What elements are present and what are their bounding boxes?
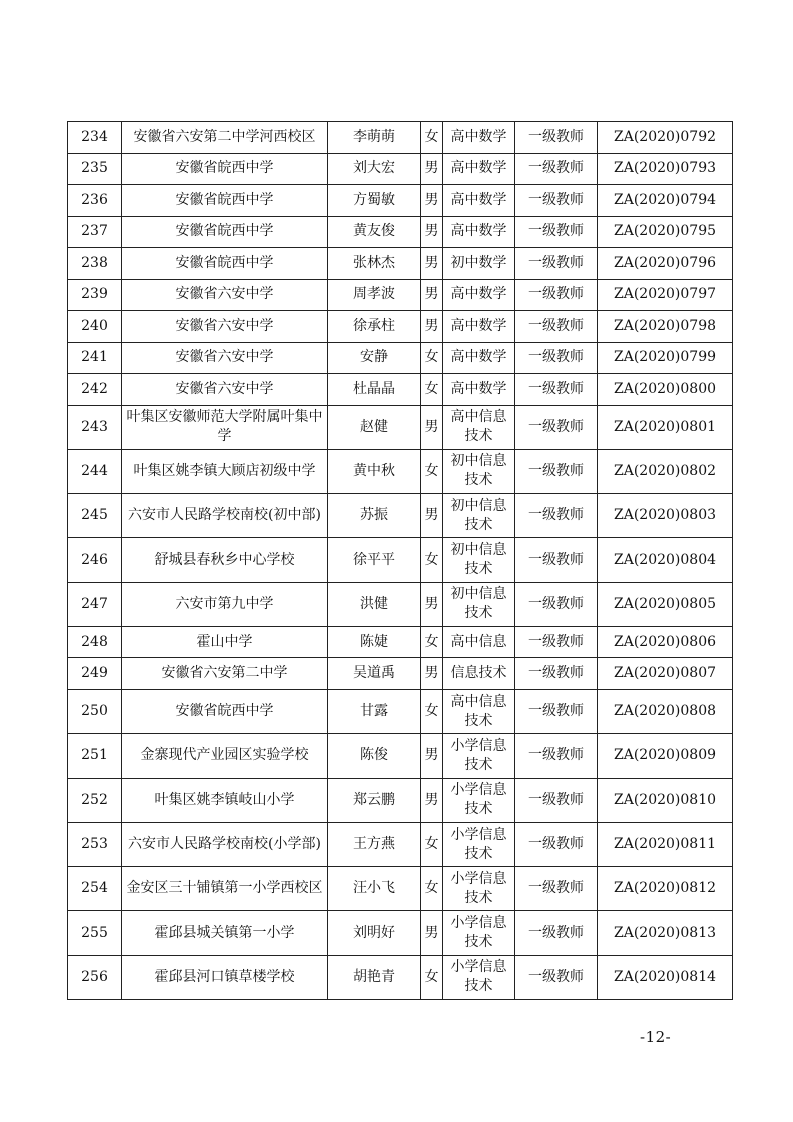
table-row (68, 494, 733, 538)
gender-cell: 女 (421, 867, 443, 911)
school-cell: 六安市人民路学校南校(初中部) (122, 494, 328, 538)
teacher-name-cell: 方蜀敏 (328, 185, 421, 217)
school-cell: 霍邱县河口镇草楼学校 (122, 955, 328, 999)
table-row (68, 405, 733, 449)
rank-title-cell: 一级教师 (515, 216, 598, 248)
rank-title-cell: 一级教师 (515, 122, 598, 154)
table-row (68, 153, 733, 185)
row-number-cell: 256 (68, 955, 122, 999)
subject-cell: 初中数学 (443, 248, 515, 280)
teacher-name-cell: 洪健 (328, 582, 421, 626)
subject-cell: 高中数学 (443, 122, 515, 154)
certificate-number-cell: ZA(2020)0792 (598, 122, 733, 154)
row-number-cell: 238 (68, 248, 122, 280)
row-number-cell: 243 (68, 405, 122, 449)
row-number-cell: 248 (68, 626, 122, 658)
school-cell: 安徽省六安中学 (122, 279, 328, 311)
teacher-name-cell: 安静 (328, 342, 421, 374)
table-row (68, 582, 733, 626)
subject-cell: 高中数学 (443, 311, 515, 343)
certificate-number-cell: ZA(2020)0793 (598, 153, 733, 185)
gender-cell: 女 (421, 626, 443, 658)
rank-title-cell: 一级教师 (515, 311, 598, 343)
gender-cell: 男 (421, 216, 443, 248)
rank-title-cell: 一级教师 (515, 911, 598, 955)
row-number-cell: 239 (68, 279, 122, 311)
subject-cell: 小学信息技术 (443, 867, 515, 911)
row-number-cell: 240 (68, 311, 122, 343)
teacher-name-cell: 徐平平 (328, 538, 421, 582)
row-number-cell: 245 (68, 494, 122, 538)
gender-cell: 男 (421, 582, 443, 626)
subject-cell: 小学信息技术 (443, 734, 515, 778)
teacher-name-cell: 李萌萌 (328, 122, 421, 154)
certificate-number-cell: ZA(2020)0809 (598, 734, 733, 778)
row-number-cell: 247 (68, 582, 122, 626)
certificate-number-cell: ZA(2020)0808 (598, 689, 733, 733)
gender-cell: 男 (421, 153, 443, 185)
school-cell: 安徽省六安中学 (122, 311, 328, 343)
teacher-name-cell: 徐承柱 (328, 311, 421, 343)
rank-title-cell: 一级教师 (515, 494, 598, 538)
school-cell: 六安市人民路学校南校(小学部) (122, 822, 328, 866)
teacher-name-cell: 黄友俊 (328, 216, 421, 248)
teacher-name-cell: 陈俊 (328, 734, 421, 778)
row-number-cell: 252 (68, 778, 122, 822)
teacher-name-cell: 郑云鹏 (328, 778, 421, 822)
certificate-number-cell: ZA(2020)0807 (598, 658, 733, 690)
teacher-name-cell: 吴道禹 (328, 658, 421, 690)
certificate-number-cell: ZA(2020)0795 (598, 216, 733, 248)
subject-cell: 初中信息技术 (443, 449, 515, 493)
table-row (68, 185, 733, 217)
rank-title-cell: 一级教师 (515, 778, 598, 822)
certificate-number-cell: ZA(2020)0800 (598, 374, 733, 406)
certificate-number-cell: ZA(2020)0814 (598, 955, 733, 999)
gender-cell: 男 (421, 778, 443, 822)
school-cell: 金寨现代产业园区实验学校 (122, 734, 328, 778)
certificate-number-cell: ZA(2020)0799 (598, 342, 733, 374)
subject-cell: 小学信息技术 (443, 778, 515, 822)
subject-cell: 高中数学 (443, 279, 515, 311)
subject-cell: 初中信息技术 (443, 582, 515, 626)
table-row (68, 734, 733, 778)
table-row (68, 658, 733, 690)
school-cell: 安徽省皖西中学 (122, 153, 328, 185)
subject-cell: 小学信息技术 (443, 955, 515, 999)
row-number-cell: 255 (68, 911, 122, 955)
gender-cell: 男 (421, 279, 443, 311)
certificate-number-cell: ZA(2020)0798 (598, 311, 733, 343)
table-row (68, 626, 733, 658)
rank-title-cell: 一级教师 (515, 658, 598, 690)
school-cell: 安徽省六安第二中学 (122, 658, 328, 690)
rank-title-cell: 一级教师 (515, 734, 598, 778)
certificate-number-cell: ZA(2020)0806 (598, 626, 733, 658)
table-row (68, 822, 733, 866)
teacher-name-cell: 苏振 (328, 494, 421, 538)
school-cell: 叶集区安徽师范大学附属叶集中学 (122, 405, 328, 449)
gender-cell: 男 (421, 248, 443, 280)
table-row (68, 955, 733, 999)
certificate-number-cell: ZA(2020)0797 (598, 279, 733, 311)
certificate-number-cell: ZA(2020)0812 (598, 867, 733, 911)
certificate-number-cell: ZA(2020)0810 (598, 778, 733, 822)
table-row (68, 122, 733, 154)
table-row (68, 778, 733, 822)
gender-cell: 男 (421, 311, 443, 343)
row-number-cell: 254 (68, 867, 122, 911)
gender-cell: 女 (421, 822, 443, 866)
school-cell: 安徽省皖西中学 (122, 185, 328, 217)
school-cell: 六安市第九中学 (122, 582, 328, 626)
teacher-name-cell: 刘大宏 (328, 153, 421, 185)
teacher-name-cell: 刘明好 (328, 911, 421, 955)
gender-cell: 女 (421, 122, 443, 154)
table-row (68, 311, 733, 343)
subject-cell: 高中信息 (443, 626, 515, 658)
table-row (68, 449, 733, 493)
certificate-number-cell: ZA(2020)0801 (598, 405, 733, 449)
rank-title-cell: 一级教师 (515, 582, 598, 626)
subject-cell: 高中数学 (443, 153, 515, 185)
table-row (68, 279, 733, 311)
teacher-name-cell: 甘露 (328, 689, 421, 733)
rank-title-cell: 一级教师 (515, 689, 598, 733)
gender-cell: 男 (421, 911, 443, 955)
rank-title-cell: 一级教师 (515, 955, 598, 999)
school-cell: 安徽省皖西中学 (122, 689, 328, 733)
school-cell: 霍邱县城关镇第一小学 (122, 911, 328, 955)
gender-cell: 男 (421, 734, 443, 778)
row-number-cell: 236 (68, 185, 122, 217)
table-row (68, 342, 733, 374)
row-number-cell: 246 (68, 538, 122, 582)
rank-title-cell: 一级教师 (515, 342, 598, 374)
school-cell: 安徽省六安第二中学河西校区 (122, 122, 328, 154)
subject-cell: 高中信息技术 (443, 689, 515, 733)
rank-title-cell: 一级教师 (515, 822, 598, 866)
teacher-name-cell: 陈婕 (328, 626, 421, 658)
certificate-number-cell: ZA(2020)0813 (598, 911, 733, 955)
school-cell: 金安区三十铺镇第一小学西校区 (122, 867, 328, 911)
subject-cell: 高中数学 (443, 342, 515, 374)
certificate-number-cell: ZA(2020)0804 (598, 538, 733, 582)
row-number-cell: 237 (68, 216, 122, 248)
gender-cell: 男 (421, 185, 443, 217)
subject-cell: 小学信息技术 (443, 822, 515, 866)
certificate-number-cell: ZA(2020)0805 (598, 582, 733, 626)
gender-cell: 女 (421, 955, 443, 999)
gender-cell: 男 (421, 405, 443, 449)
teacher-name-cell: 黄中秋 (328, 449, 421, 493)
certificate-number-cell: ZA(2020)0794 (598, 185, 733, 217)
subject-cell: 初中信息技术 (443, 494, 515, 538)
row-number-cell: 241 (68, 342, 122, 374)
certificate-number-cell: ZA(2020)0811 (598, 822, 733, 866)
gender-cell: 女 (421, 374, 443, 406)
table-row (68, 538, 733, 582)
gender-cell: 男 (421, 658, 443, 690)
teacher-name-cell: 汪小飞 (328, 867, 421, 911)
teacher-name-cell: 周孝波 (328, 279, 421, 311)
gender-cell: 女 (421, 342, 443, 374)
row-number-cell: 234 (68, 122, 122, 154)
table-row (68, 248, 733, 280)
subject-cell: 高中数学 (443, 185, 515, 217)
gender-cell: 女 (421, 689, 443, 733)
rank-title-cell: 一级教师 (515, 279, 598, 311)
school-cell: 霍山中学 (122, 626, 328, 658)
row-number-cell: 251 (68, 734, 122, 778)
school-cell: 叶集区姚李镇岐山小学 (122, 778, 328, 822)
school-cell: 安徽省六安中学 (122, 374, 328, 406)
rank-title-cell: 一级教师 (515, 449, 598, 493)
table-row (68, 374, 733, 406)
school-cell: 安徽省皖西中学 (122, 216, 328, 248)
row-number-cell: 244 (68, 449, 122, 493)
gender-cell: 女 (421, 538, 443, 582)
subject-cell: 小学信息技术 (443, 911, 515, 955)
rank-title-cell: 一级教师 (515, 374, 598, 406)
rank-title-cell: 一级教师 (515, 405, 598, 449)
row-number-cell: 249 (68, 658, 122, 690)
rank-title-cell: 一级教师 (515, 626, 598, 658)
rank-title-cell: 一级教师 (515, 153, 598, 185)
teacher-name-cell: 张林杰 (328, 248, 421, 280)
certificate-number-cell: ZA(2020)0802 (598, 449, 733, 493)
rank-title-cell: 一级教师 (515, 867, 598, 911)
subject-cell: 信息技术 (443, 658, 515, 690)
subject-cell: 高中数学 (443, 216, 515, 248)
teacher-list-table (67, 121, 733, 1000)
teacher-name-cell: 胡艳青 (328, 955, 421, 999)
rank-title-cell: 一级教师 (515, 185, 598, 217)
rank-title-cell: 一级教师 (515, 248, 598, 280)
certificate-number-cell: ZA(2020)0803 (598, 494, 733, 538)
teacher-name-cell: 杜晶晶 (328, 374, 421, 406)
row-number-cell: 250 (68, 689, 122, 733)
subject-cell: 初中信息技术 (443, 538, 515, 582)
table-row (68, 911, 733, 955)
gender-cell: 女 (421, 449, 443, 493)
subject-cell: 高中数学 (443, 374, 515, 406)
certificate-number-cell: ZA(2020)0796 (598, 248, 733, 280)
teacher-name-cell: 赵健 (328, 405, 421, 449)
row-number-cell: 253 (68, 822, 122, 866)
table-row (68, 216, 733, 248)
table-row (68, 689, 733, 733)
table-body (68, 122, 733, 1000)
school-cell: 安徽省皖西中学 (122, 248, 328, 280)
school-cell: 安徽省六安中学 (122, 342, 328, 374)
rank-title-cell: 一级教师 (515, 538, 598, 582)
page-number: -12- (640, 1028, 672, 1046)
subject-cell: 高中信息技术 (443, 405, 515, 449)
table-row (68, 867, 733, 911)
row-number-cell: 235 (68, 153, 122, 185)
school-cell: 舒城县春秋乡中心学校 (122, 538, 328, 582)
teacher-name-cell: 王方燕 (328, 822, 421, 866)
row-number-cell: 242 (68, 374, 122, 406)
school-cell: 叶集区姚李镇大顾店初级中学 (122, 449, 328, 493)
gender-cell: 男 (421, 494, 443, 538)
